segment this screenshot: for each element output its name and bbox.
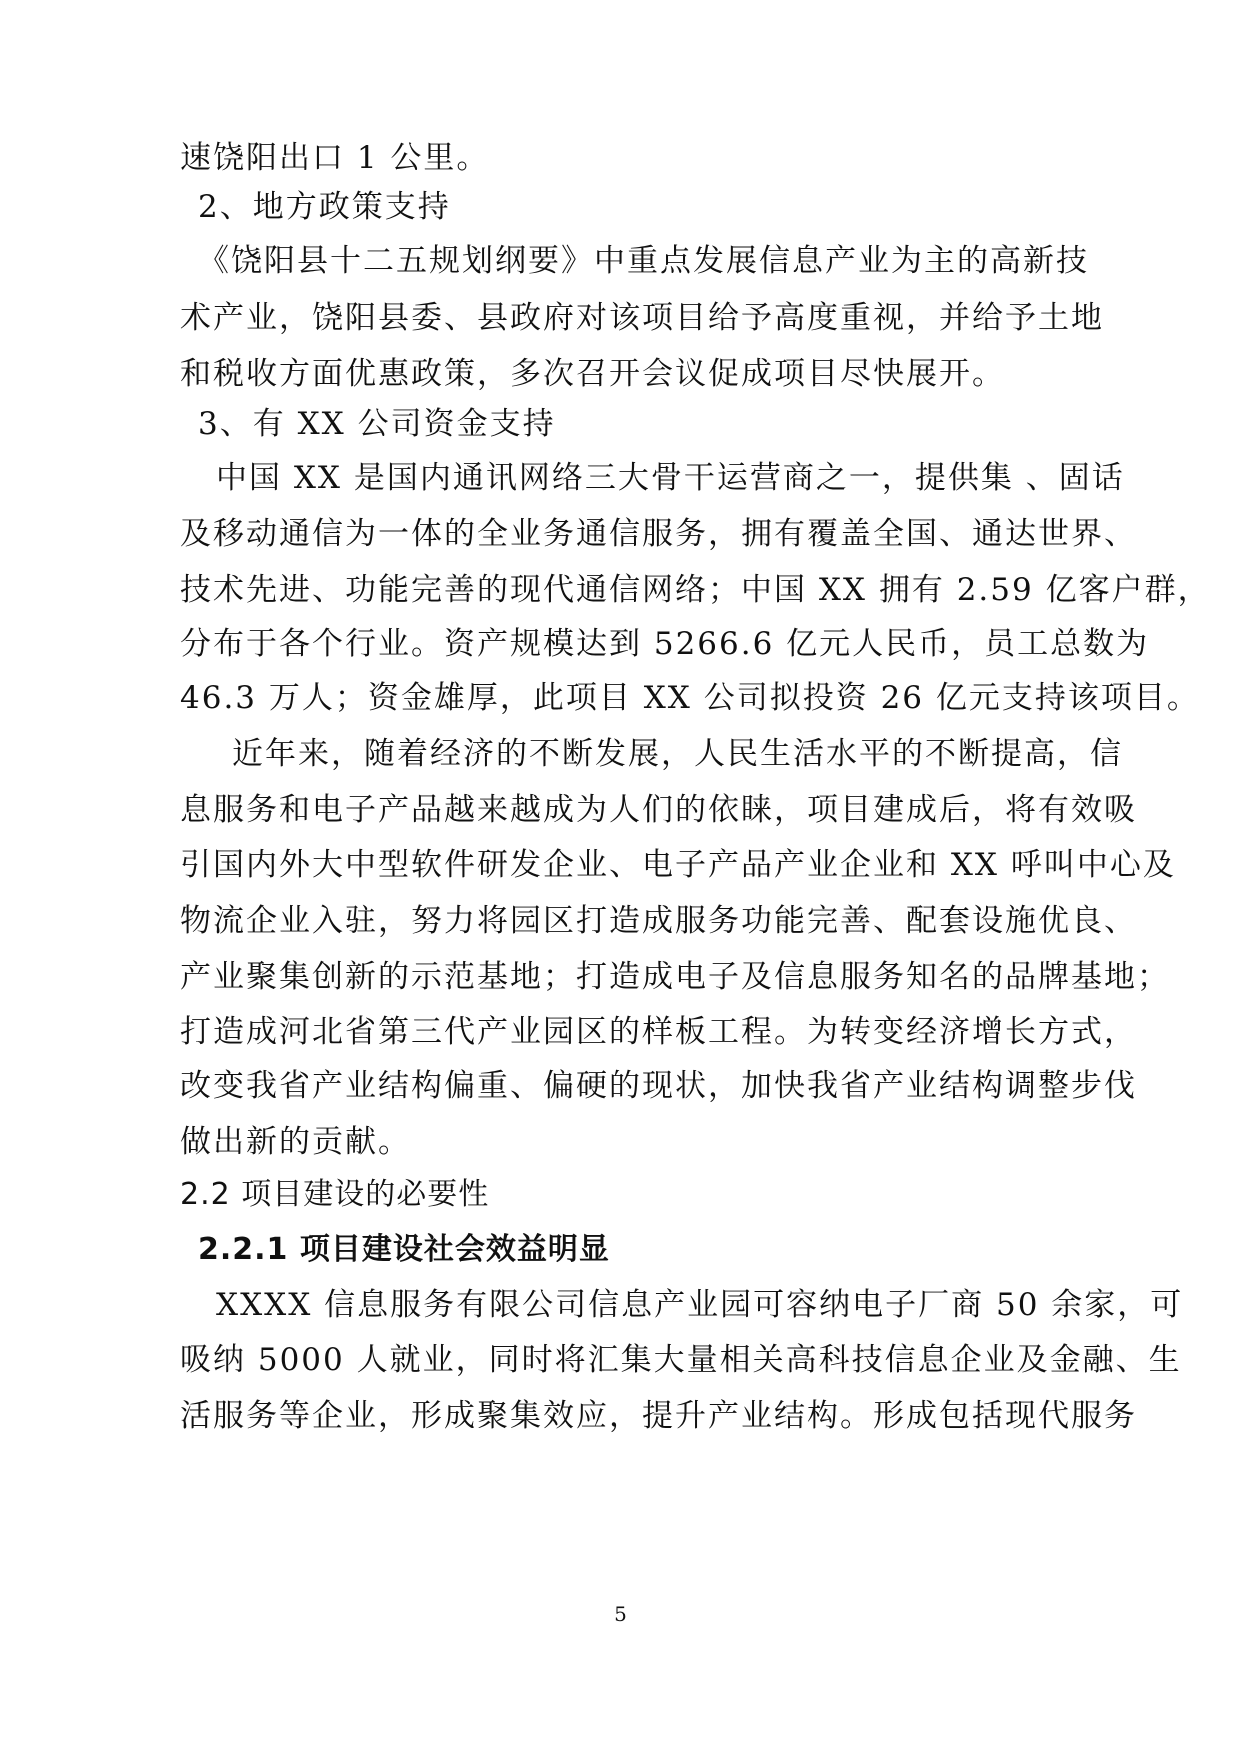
paragraph-line: 46.3 万人；资金雄厚，此项目 XX 公司拟投资 26 亿元支持该项目。 <box>180 680 1200 716</box>
paragraph-line: 引国内外大中型软件研发企业、电子产品产业企业和 XX 呼叫中心及 <box>180 847 1176 883</box>
paragraph-line: 技术先进、功能完善的现代通信网络；中国 XX 拥有 2.59 亿客户群， <box>180 572 1211 608</box>
paragraph-line: 近年来，随着经济的不断发展，人民生活水平的不断提高，信 <box>232 736 1123 772</box>
paragraph-line: 中国 XX 是国内通讯网络三大骨干运营商之一，提供集 、固话 <box>216 460 1125 496</box>
paragraph-line: 和税收方面优惠政策，多次召开会议促成项目尽快展开。 <box>180 356 1005 392</box>
paragraph-line: 分布于各个行业。资产规模达到 5266.6 亿元人民币，员工总数为 <box>180 626 1150 662</box>
paragraph-line: 术产业，饶阳县委、县政府对该项目给予高度重视，并给予土地 <box>180 300 1104 336</box>
section-heading: 2.2 项目建设的必要性 <box>180 1177 490 1212</box>
paragraph-line: 产业聚集创新的示范基地；打造成电子及信息服务知名的品牌基地； <box>180 959 1170 995</box>
paragraph-line: 物流企业入驻，努力将园区打造成服务功能完善、配套设施优良、 <box>180 903 1137 939</box>
paragraph-line: 做出新的贡献。 <box>180 1124 411 1160</box>
paragraph-line: 吸纳 5000 人就业，同时将汇集大量相关高科技信息企业及金融、生 <box>180 1342 1182 1378</box>
list-item-heading: 2、地方政策支持 <box>198 189 451 225</box>
paragraph-line: 改变我省产业结构偏重、偏硬的现状，加快我省产业结构调整步伐 <box>180 1068 1137 1104</box>
paragraph-line: XXXX 信息服务有限公司信息产业园可容纳电子厂商 50 余家，可 <box>216 1287 1184 1323</box>
page-number: 5 <box>614 1602 627 1626</box>
paragraph-line: 及移动通信为一体的全业务通信服务，拥有覆盖全国、通达世界、 <box>180 516 1137 552</box>
subsection-heading: 2.2.1 项目建设社会效益明显 <box>198 1232 610 1267</box>
paragraph-line: 息服务和电子产品越来越成为人们的依睐，项目建成后，将有效吸 <box>180 792 1137 828</box>
list-item-heading: 3、有 XX 公司资金支持 <box>198 406 556 442</box>
paragraph-line: 活服务等企业，形成聚集效应，提升产业结构。形成包括现代服务 <box>180 1398 1137 1434</box>
paragraph-line: 《饶阳县十二五规划纲要》中重点发展信息产业为主的高新技 <box>198 243 1089 279</box>
paragraph-line: 速饶阳出口 1 公里。 <box>180 140 490 176</box>
paragraph-line: 打造成河北省第三代产业园区的样板工程。为转变经济增长方式， <box>180 1014 1137 1050</box>
